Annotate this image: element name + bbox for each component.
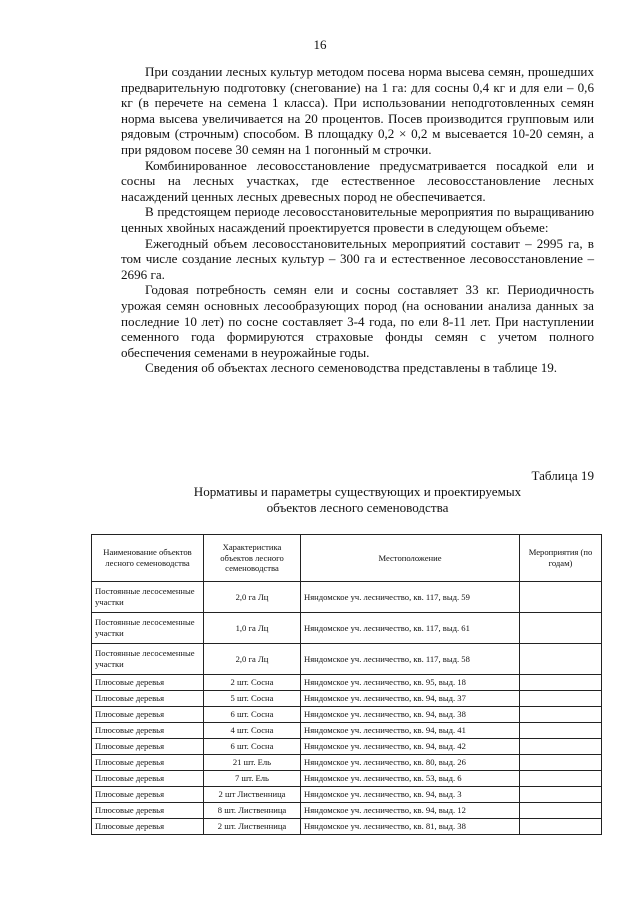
cell-location: Няндомское уч. лесничество, кв. 95, выд. 18 (301, 675, 520, 691)
table-row (92, 582, 602, 613)
cell-location: Няндомское уч. лесничество, кв. 81, выд. 38 (301, 819, 520, 835)
cell-characteristic: 2,0 га Лц (204, 582, 301, 613)
cell-name: Плюсовые деревья (92, 707, 204, 723)
table-row (92, 739, 602, 755)
table-header-row (92, 535, 602, 582)
cell-location: Няндомское уч. лесничество, кв. 94, выд. 38 (301, 707, 520, 723)
cell-measures (520, 771, 602, 787)
table-row (92, 675, 602, 691)
table-row (92, 723, 602, 739)
cell-location: Няндомское уч. лесничество, кв. 80, выд. 26 (301, 755, 520, 771)
cell-measures (520, 613, 602, 644)
table-row (92, 644, 602, 675)
paragraph-combined-reforestation: Комбинированное лесовосстановление предусматривается посадкой ели и сосны на лесных участках, где естественное лесовосстановление лесных насаждений ценных лесных древесных пород не обеспечивается. (121, 157, 594, 204)
cell-name: Плюсовые деревья (92, 819, 204, 835)
table-label: Таблица 19 (531, 468, 594, 483)
seed-objects-table (91, 534, 602, 835)
cell-characteristic: 4 шт. Сосна (204, 723, 301, 739)
cell-measures (520, 787, 602, 803)
cell-location: Няндомское уч. лесничество, кв. 117, выд. 59 (301, 582, 520, 613)
cell-characteristic: 2 шт Лиственница (204, 787, 301, 803)
cell-location: Няндомское уч. лесничество, кв. 94, выд. 37 (301, 691, 520, 707)
cell-location: Няндомское уч. лесничество, кв. 94, выд. 12 (301, 803, 520, 819)
cell-characteristic: 2,0 га Лц (204, 644, 301, 675)
header-measures: Мероприятия (по годам) (520, 535, 602, 582)
cell-location: Няндомское уч. лесничество, кв. 53, выд. 6 (301, 771, 520, 787)
cell-name: Постоянные лесосеменные участки (92, 644, 204, 675)
cell-name: Плюсовые деревья (92, 803, 204, 819)
cell-name: Плюсовые деревья (92, 771, 204, 787)
cell-name: Плюсовые деревья (92, 723, 204, 739)
cell-characteristic: 1,0 га Лц (204, 613, 301, 644)
table-caption-line: объектов лесного семеноводства (266, 499, 449, 515)
page-number: 16 (313, 37, 327, 52)
cell-measures (520, 691, 602, 707)
cell-characteristic: 8 шт. Лиственница (204, 803, 301, 819)
table-row (92, 819, 602, 835)
header-name: Наименование объектов лесного семеноводства (92, 535, 204, 582)
cell-measures (520, 707, 602, 723)
paragraph-sowing: При создании лесных культур методом посева норма высева семян, прошедших предварительную подготовку (снегование) на 1 га: для сосны 0,4 кг и для ели – 0,6 кг (в перечете на семена 1 класса). При использовании неподготовленных семян норма высева увеличивается на 20 процентов. Посев производится групповым или рядовым (строчным) способом. В площадку 0,2 × 0,2 м высевается 10-20 семян, а при рядовом посеве 30 семян на 1 погонный м строчки. (121, 64, 594, 157)
table-caption-line: Нормативы и параметры существующих и проектируемых (193, 484, 522, 499)
cell-location: Няндомское уч. лесничество, кв. 117, выд. 61 (301, 613, 520, 644)
paragraph-annual-volume: Ежегодный объем лесовосстановительных мероприятий составит – 2995 га, в том числе создание лесных культур – 300 га и естественное лесовосстановление – 2696 га. (121, 235, 594, 282)
cell-characteristic: 2 шт. Лиственница (204, 819, 301, 835)
cell-name: Плюсовые деревья (92, 787, 204, 803)
cell-location: Няндомское уч. лесничество, кв. 94, выд. 3 (301, 787, 520, 803)
paragraph-seed-demand: Годовая потребность семян ели и сосны составляет 33 кг. Периодичность урожая семян основных лесообразующих пород (на основании анализа данных за последние 10 лет) по сосне составляет 3-4 года, по ели 8-11 лет. При наступлении семенного года формируются страховые фонды семян с учетом полного обеспечения семенами в неурожайные годы. (121, 282, 594, 360)
cell-characteristic: 7 шт. Ель (204, 771, 301, 787)
table-row (92, 613, 602, 644)
body-text (121, 64, 594, 376)
paragraph-planned-measures: В предстоящем периоде лесовосстановительные мероприятия по выращиванию ценных хвойных насаждений проектируется провести в следующем объеме: (121, 204, 594, 235)
cell-name: Плюсовые деревья (92, 675, 204, 691)
header-characteristic: Характеристика объектов лесного семеноводства (204, 535, 301, 582)
cell-characteristic: 6 шт. Сосна (204, 739, 301, 755)
cell-characteristic: 2 шт. Сосна (204, 675, 301, 691)
header-location: Местоположение (301, 535, 520, 582)
cell-name: Плюсовые деревья (92, 755, 204, 771)
cell-location: Няндомское уч. лесничество, кв. 94, выд. 41 (301, 723, 520, 739)
cell-location: Няндомское уч. лесничество, кв. 117, выд. 58 (301, 644, 520, 675)
table-row (92, 787, 602, 803)
cell-location: Няндомское уч. лесничество, кв. 94, выд. 42 (301, 739, 520, 755)
table-caption (121, 484, 594, 515)
cell-name: Постоянные лесосеменные участки (92, 613, 204, 644)
cell-measures (520, 723, 602, 739)
table-row (92, 691, 602, 707)
paragraph-table-reference: Сведения об объектах лесного семеноводства представлены в таблице 19. (145, 360, 558, 376)
cell-name: Постоянные лесосеменные участки (92, 582, 204, 613)
table-body (92, 582, 602, 835)
cell-measures (520, 819, 602, 835)
cell-name: Плюсовые деревья (92, 739, 204, 755)
cell-measures (520, 739, 602, 755)
cell-measures (520, 582, 602, 613)
cell-measures (520, 803, 602, 819)
cell-characteristic: 21 шт. Ель (204, 755, 301, 771)
cell-measures (520, 644, 602, 675)
table-row (92, 707, 602, 723)
cell-characteristic: 5 шт. Сосна (204, 691, 301, 707)
cell-measures (520, 675, 602, 691)
table-row (92, 771, 602, 787)
cell-measures (520, 755, 602, 771)
cell-characteristic: 6 шт. Сосна (204, 707, 301, 723)
table-row (92, 803, 602, 819)
table-row (92, 755, 602, 771)
cell-name: Плюсовые деревья (92, 691, 204, 707)
